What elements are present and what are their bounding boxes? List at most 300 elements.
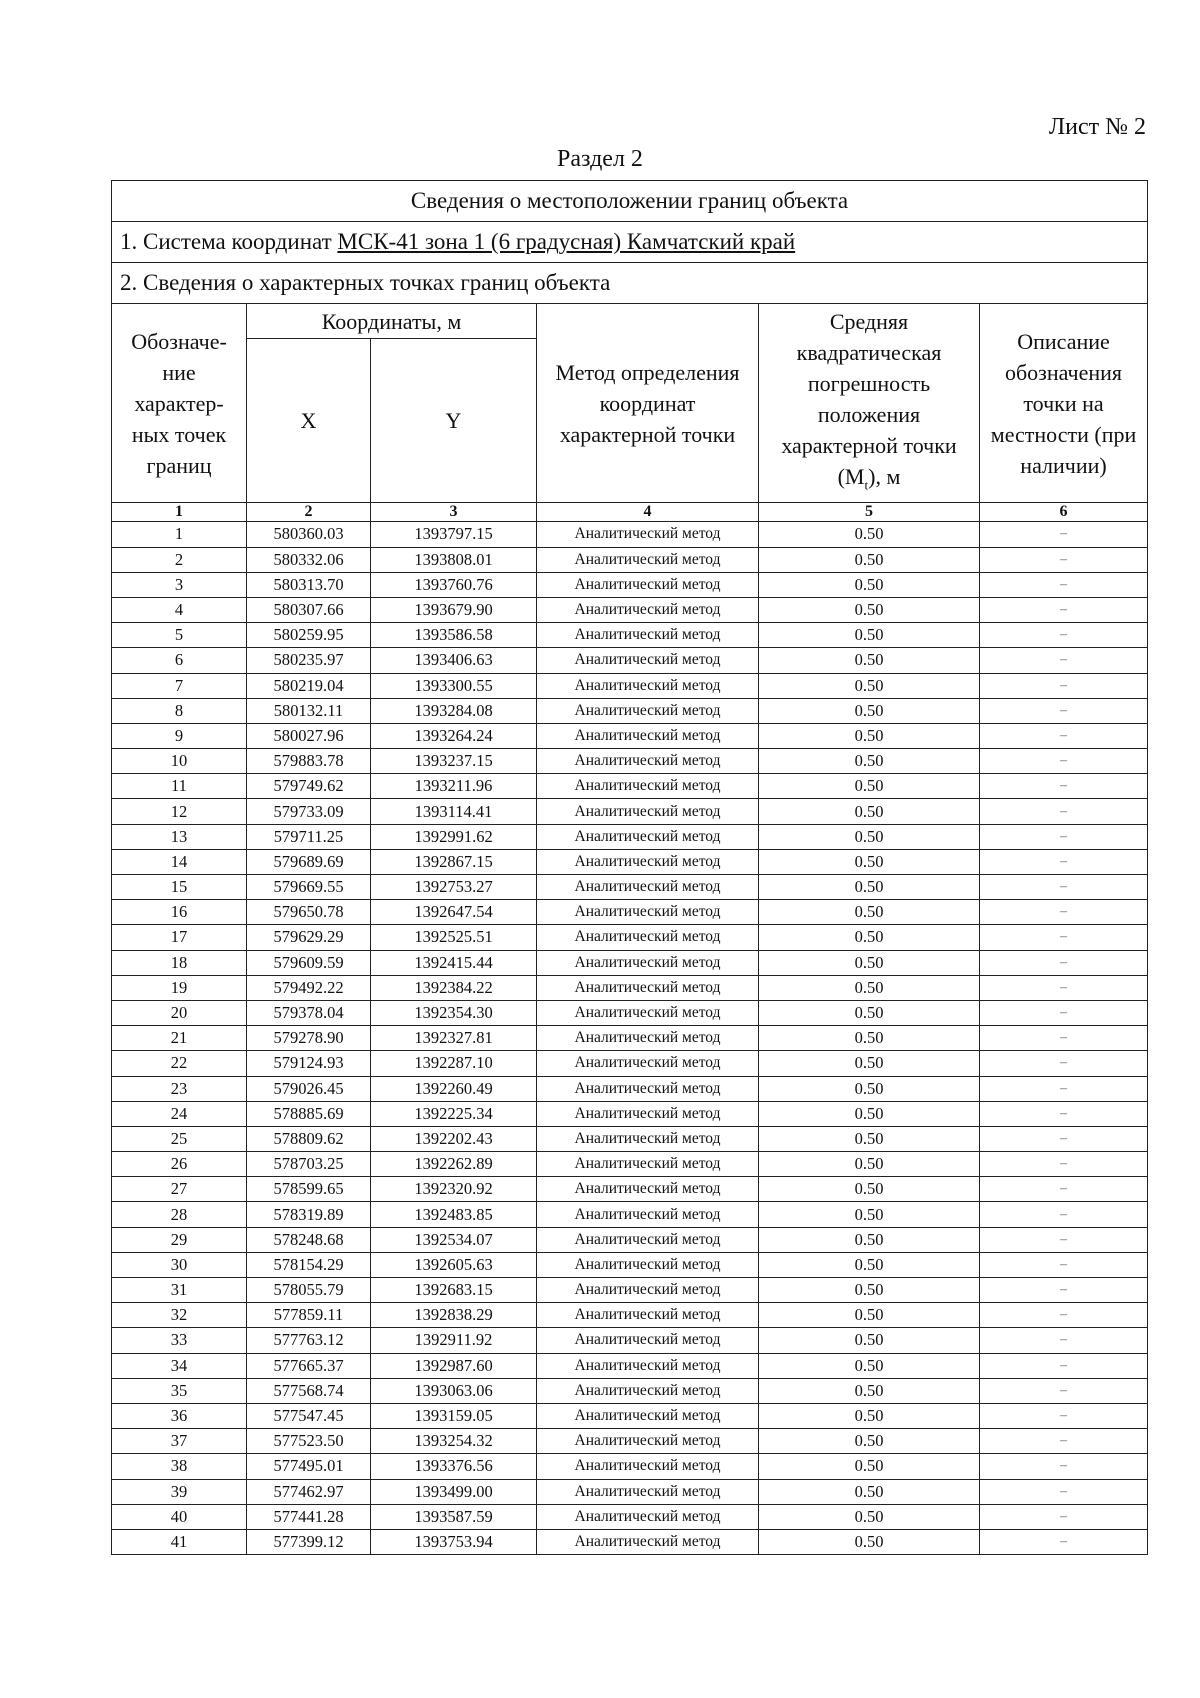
x-coordinate-cell: 579278.90 bbox=[247, 1026, 371, 1051]
y-coordinate-cell: 1392260.49 bbox=[371, 1076, 537, 1101]
column-number: 5 bbox=[759, 503, 980, 522]
x-coordinate-cell: 579711.25 bbox=[247, 824, 371, 849]
x-coordinate-cell: 579378.04 bbox=[247, 1000, 371, 1025]
error-cell: 0.50 bbox=[759, 1529, 980, 1554]
description-cell: – bbox=[980, 1479, 1148, 1504]
table-row bbox=[112, 1252, 1148, 1277]
point-number-cell: 26 bbox=[112, 1152, 247, 1177]
x-coordinate-cell: 577665.37 bbox=[247, 1353, 371, 1378]
method-cell: Аналитический метод bbox=[537, 572, 759, 597]
error-cell: 0.50 bbox=[759, 824, 980, 849]
x-coordinate-cell: 577462.97 bbox=[247, 1479, 371, 1504]
header-error bbox=[759, 304, 980, 503]
point-number-cell: 37 bbox=[112, 1429, 247, 1454]
error-cell: 0.50 bbox=[759, 547, 980, 572]
y-coordinate-cell: 1393284.08 bbox=[371, 698, 537, 723]
table-row bbox=[112, 673, 1148, 698]
x-coordinate-cell: 577495.01 bbox=[247, 1454, 371, 1479]
point-number-cell: 2 bbox=[112, 547, 247, 572]
error-cell: 0.50 bbox=[759, 900, 980, 925]
column-number: 3 bbox=[371, 503, 537, 522]
method-cell: Аналитический метод bbox=[537, 1000, 759, 1025]
error-cell: 0.50 bbox=[759, 1504, 980, 1529]
coord-system-prefix: 1. Система координат bbox=[120, 229, 332, 254]
y-coordinate-cell: 1393586.58 bbox=[371, 623, 537, 648]
x-coordinate-cell: 577523.50 bbox=[247, 1429, 371, 1454]
description-cell: – bbox=[980, 1504, 1148, 1529]
y-coordinate-cell: 1392991.62 bbox=[371, 824, 537, 849]
point-number-cell: 16 bbox=[112, 900, 247, 925]
y-coordinate-cell: 1392384.22 bbox=[371, 975, 537, 1000]
point-number-cell: 24 bbox=[112, 1101, 247, 1126]
point-number-cell: 7 bbox=[112, 673, 247, 698]
method-cell: Аналитический метод bbox=[537, 1328, 759, 1353]
y-coordinate-cell: 1393254.32 bbox=[371, 1429, 537, 1454]
method-cell: Аналитический метод bbox=[537, 1101, 759, 1126]
description-cell: – bbox=[980, 1076, 1148, 1101]
error-cell: 0.50 bbox=[759, 774, 980, 799]
description-cell: – bbox=[980, 648, 1148, 673]
error-cell: 0.50 bbox=[759, 799, 980, 824]
method-cell: Аналитический метод bbox=[537, 774, 759, 799]
error-cell: 0.50 bbox=[759, 1076, 980, 1101]
error-cell: 0.50 bbox=[759, 648, 980, 673]
error-cell: 0.50 bbox=[759, 875, 980, 900]
table-row bbox=[112, 1353, 1148, 1378]
error-cell: 0.50 bbox=[759, 572, 980, 597]
description-cell: – bbox=[980, 950, 1148, 975]
description-cell: – bbox=[980, 774, 1148, 799]
method-cell: Аналитический метод bbox=[537, 900, 759, 925]
description-cell: – bbox=[980, 1378, 1148, 1403]
coord-system-row bbox=[112, 222, 1148, 263]
table-row bbox=[112, 1026, 1148, 1051]
description-cell: – bbox=[980, 623, 1148, 648]
y-coordinate-cell: 1393499.00 bbox=[371, 1479, 537, 1504]
x-coordinate-cell: 580313.70 bbox=[247, 572, 371, 597]
description-cell: – bbox=[980, 1278, 1148, 1303]
x-coordinate-cell: 578154.29 bbox=[247, 1252, 371, 1277]
x-coordinate-cell: 579733.09 bbox=[247, 799, 371, 824]
method-cell: Аналитический метод bbox=[537, 1051, 759, 1076]
point-number-cell: 38 bbox=[112, 1454, 247, 1479]
x-coordinate-cell: 578809.62 bbox=[247, 1126, 371, 1151]
table-row bbox=[112, 774, 1148, 799]
point-number-cell: 29 bbox=[112, 1227, 247, 1252]
x-coordinate-cell: 578599.65 bbox=[247, 1177, 371, 1202]
y-coordinate-cell: 1393376.56 bbox=[371, 1454, 537, 1479]
point-number-cell: 15 bbox=[112, 875, 247, 900]
description-cell: – bbox=[980, 1026, 1148, 1051]
error-cell: 0.50 bbox=[759, 925, 980, 950]
method-cell: Аналитический метод bbox=[537, 1403, 759, 1428]
method-cell: Аналитический метод bbox=[537, 1227, 759, 1252]
y-coordinate-cell: 1393211.96 bbox=[371, 774, 537, 799]
point-number-cell: 21 bbox=[112, 1026, 247, 1051]
x-coordinate-cell: 580259.95 bbox=[247, 623, 371, 648]
method-cell: Аналитический метод bbox=[537, 975, 759, 1000]
y-coordinate-cell: 1392525.51 bbox=[371, 925, 537, 950]
method-cell: Аналитический метод bbox=[537, 749, 759, 774]
point-number-cell: 32 bbox=[112, 1303, 247, 1328]
point-number-cell: 41 bbox=[112, 1529, 247, 1554]
method-cell: Аналитический метод bbox=[537, 1076, 759, 1101]
y-coordinate-cell: 1392683.15 bbox=[371, 1278, 537, 1303]
error-cell: 0.50 bbox=[759, 1227, 980, 1252]
x-coordinate-cell: 578885.69 bbox=[247, 1101, 371, 1126]
error-cell: 0.50 bbox=[759, 698, 980, 723]
header-description: Описание обозначения точки на местности (при наличии) bbox=[980, 304, 1148, 503]
y-coordinate-cell: 1392415.44 bbox=[371, 950, 537, 975]
sheet-number: Лист № 2 bbox=[1048, 114, 1146, 140]
description-cell: – bbox=[980, 1000, 1148, 1025]
description-cell: – bbox=[980, 522, 1148, 547]
point-number-cell: 31 bbox=[112, 1278, 247, 1303]
method-cell: Аналитический метод bbox=[537, 1378, 759, 1403]
point-number-cell: 23 bbox=[112, 1076, 247, 1101]
method-cell: Аналитический метод bbox=[537, 1303, 759, 1328]
header-error-sub: t bbox=[864, 477, 869, 493]
y-coordinate-cell: 1392202.43 bbox=[371, 1126, 537, 1151]
x-coordinate-cell: 580360.03 bbox=[247, 522, 371, 547]
y-coordinate-cell: 1392483.85 bbox=[371, 1202, 537, 1227]
block-title: Сведения о местоположении границ объекта bbox=[112, 181, 1148, 222]
table-row bbox=[112, 1202, 1148, 1227]
table-row bbox=[112, 1000, 1148, 1025]
description-cell: – bbox=[980, 1429, 1148, 1454]
method-cell: Аналитический метод bbox=[537, 1454, 759, 1479]
table-row bbox=[112, 1126, 1148, 1151]
error-cell: 0.50 bbox=[759, 1252, 980, 1277]
x-coordinate-cell: 577547.45 bbox=[247, 1403, 371, 1428]
table-row bbox=[112, 875, 1148, 900]
table-row bbox=[112, 698, 1148, 723]
method-cell: Аналитический метод bbox=[537, 522, 759, 547]
point-number-cell: 3 bbox=[112, 572, 247, 597]
y-coordinate-cell: 1392225.34 bbox=[371, 1101, 537, 1126]
error-cell: 0.50 bbox=[759, 1152, 980, 1177]
y-coordinate-cell: 1393797.15 bbox=[371, 522, 537, 547]
y-coordinate-cell: 1393300.55 bbox=[371, 673, 537, 698]
point-number-cell: 33 bbox=[112, 1328, 247, 1353]
section-title: Раздел 2 bbox=[557, 146, 643, 172]
method-cell: Аналитический метод bbox=[537, 1202, 759, 1227]
method-cell: Аналитический метод bbox=[537, 875, 759, 900]
x-coordinate-cell: 578055.79 bbox=[247, 1278, 371, 1303]
y-coordinate-cell: 1393264.24 bbox=[371, 723, 537, 748]
description-cell: – bbox=[980, 1303, 1148, 1328]
description-cell: – bbox=[980, 1177, 1148, 1202]
point-number-cell: 9 bbox=[112, 723, 247, 748]
error-cell: 0.50 bbox=[759, 597, 980, 622]
table-row bbox=[112, 849, 1148, 874]
error-cell: 0.50 bbox=[759, 1328, 980, 1353]
x-coordinate-cell: 579883.78 bbox=[247, 749, 371, 774]
method-cell: Аналитический метод bbox=[537, 1152, 759, 1177]
point-number-cell: 40 bbox=[112, 1504, 247, 1529]
y-coordinate-cell: 1392911.92 bbox=[371, 1328, 537, 1353]
table-row bbox=[112, 1479, 1148, 1504]
table-row bbox=[112, 1328, 1148, 1353]
error-cell: 0.50 bbox=[759, 1278, 980, 1303]
x-coordinate-cell: 579124.93 bbox=[247, 1051, 371, 1076]
error-cell: 0.50 bbox=[759, 522, 980, 547]
x-coordinate-cell: 579689.69 bbox=[247, 849, 371, 874]
description-cell: – bbox=[980, 673, 1148, 698]
description-cell: – bbox=[980, 1353, 1148, 1378]
point-number-cell: 36 bbox=[112, 1403, 247, 1428]
x-coordinate-cell: 580235.97 bbox=[247, 648, 371, 673]
header-y: Y bbox=[371, 339, 537, 503]
table-row bbox=[112, 925, 1148, 950]
x-coordinate-cell: 577399.12 bbox=[247, 1529, 371, 1554]
point-number-cell: 20 bbox=[112, 1000, 247, 1025]
error-cell: 0.50 bbox=[759, 1454, 980, 1479]
table-row bbox=[112, 1529, 1148, 1554]
method-cell: Аналитический метод bbox=[537, 1479, 759, 1504]
y-coordinate-cell: 1393679.90 bbox=[371, 597, 537, 622]
y-coordinate-cell: 1393587.59 bbox=[371, 1504, 537, 1529]
table-row bbox=[112, 1403, 1148, 1428]
y-coordinate-cell: 1393237.15 bbox=[371, 749, 537, 774]
method-cell: Аналитический метод bbox=[537, 547, 759, 572]
y-coordinate-cell: 1392320.92 bbox=[371, 1177, 537, 1202]
point-number-cell: 10 bbox=[112, 749, 247, 774]
error-cell: 0.50 bbox=[759, 950, 980, 975]
error-cell: 0.50 bbox=[759, 749, 980, 774]
point-number-cell: 35 bbox=[112, 1378, 247, 1403]
table-row bbox=[112, 950, 1148, 975]
y-coordinate-cell: 1392534.07 bbox=[371, 1227, 537, 1252]
error-cell: 0.50 bbox=[759, 723, 980, 748]
points-title: 2. Сведения о характерных точках границ объекта bbox=[112, 263, 1148, 304]
table-row bbox=[112, 975, 1148, 1000]
header-coordinates: Координаты, м bbox=[247, 304, 537, 339]
table-row bbox=[112, 1227, 1148, 1252]
error-cell: 0.50 bbox=[759, 1378, 980, 1403]
x-coordinate-cell: 579026.45 bbox=[247, 1076, 371, 1101]
table-row bbox=[112, 1378, 1148, 1403]
description-cell: – bbox=[980, 547, 1148, 572]
header-designation: Обозначе-ние характер-ных точек границ bbox=[112, 304, 247, 503]
y-coordinate-cell: 1392838.29 bbox=[371, 1303, 537, 1328]
y-coordinate-cell: 1392605.63 bbox=[371, 1252, 537, 1277]
error-cell: 0.50 bbox=[759, 623, 980, 648]
table-row bbox=[112, 648, 1148, 673]
table-row bbox=[112, 1051, 1148, 1076]
x-coordinate-cell: 577763.12 bbox=[247, 1328, 371, 1353]
point-number-cell: 28 bbox=[112, 1202, 247, 1227]
method-cell: Аналитический метод bbox=[537, 597, 759, 622]
method-cell: Аналитический метод bbox=[537, 1429, 759, 1454]
point-number-cell: 4 bbox=[112, 597, 247, 622]
description-cell: – bbox=[980, 1328, 1148, 1353]
error-cell: 0.50 bbox=[759, 1026, 980, 1051]
table-row bbox=[112, 900, 1148, 925]
description-cell: – bbox=[980, 572, 1148, 597]
y-coordinate-cell: 1392647.54 bbox=[371, 900, 537, 925]
table-row bbox=[112, 1429, 1148, 1454]
description-cell: – bbox=[980, 1152, 1148, 1177]
x-coordinate-cell: 577859.11 bbox=[247, 1303, 371, 1328]
table-row bbox=[112, 597, 1148, 622]
y-coordinate-cell: 1392262.89 bbox=[371, 1152, 537, 1177]
x-coordinate-cell: 580027.96 bbox=[247, 723, 371, 748]
table-row bbox=[112, 1504, 1148, 1529]
error-cell: 0.50 bbox=[759, 1126, 980, 1151]
description-cell: – bbox=[980, 875, 1148, 900]
method-cell: Аналитический метод bbox=[537, 698, 759, 723]
header-error-main: Средняя квадратическая погрешность положения характерной точки (M bbox=[781, 309, 957, 489]
point-number-cell: 39 bbox=[112, 1479, 247, 1504]
table-row bbox=[112, 723, 1148, 748]
point-number-cell: 22 bbox=[112, 1051, 247, 1076]
boundary-points-table bbox=[111, 180, 1148, 1555]
y-coordinate-cell: 1393753.94 bbox=[371, 1529, 537, 1554]
error-cell: 0.50 bbox=[759, 1051, 980, 1076]
method-cell: Аналитический метод bbox=[537, 1126, 759, 1151]
y-coordinate-cell: 1392987.60 bbox=[371, 1353, 537, 1378]
table-row bbox=[112, 749, 1148, 774]
description-cell: – bbox=[980, 849, 1148, 874]
point-number-cell: 12 bbox=[112, 799, 247, 824]
table-row bbox=[112, 547, 1148, 572]
point-number-cell: 19 bbox=[112, 975, 247, 1000]
y-coordinate-cell: 1393760.76 bbox=[371, 572, 537, 597]
x-coordinate-cell: 579492.22 bbox=[247, 975, 371, 1000]
method-cell: Аналитический метод bbox=[537, 1353, 759, 1378]
header-method: Метод определения координат характерной точки bbox=[537, 304, 759, 503]
error-cell: 0.50 bbox=[759, 975, 980, 1000]
x-coordinate-cell: 577568.74 bbox=[247, 1378, 371, 1403]
description-cell: – bbox=[980, 824, 1148, 849]
description-cell: – bbox=[980, 1454, 1148, 1479]
y-coordinate-cell: 1393406.63 bbox=[371, 648, 537, 673]
method-cell: Аналитический метод bbox=[537, 723, 759, 748]
error-cell: 0.50 bbox=[759, 1353, 980, 1378]
x-coordinate-cell: 577441.28 bbox=[247, 1504, 371, 1529]
error-cell: 0.50 bbox=[759, 1177, 980, 1202]
table-row bbox=[112, 799, 1148, 824]
description-cell: – bbox=[980, 1051, 1148, 1076]
point-number-cell: 5 bbox=[112, 623, 247, 648]
x-coordinate-cell: 579609.59 bbox=[247, 950, 371, 975]
method-cell: Аналитический метод bbox=[537, 824, 759, 849]
description-cell: – bbox=[980, 1126, 1148, 1151]
table-row bbox=[112, 1076, 1148, 1101]
x-coordinate-cell: 579669.55 bbox=[247, 875, 371, 900]
error-cell: 0.50 bbox=[759, 1303, 980, 1328]
method-cell: Аналитический метод bbox=[537, 1504, 759, 1529]
x-coordinate-cell: 578248.68 bbox=[247, 1227, 371, 1252]
point-number-cell: 14 bbox=[112, 849, 247, 874]
y-coordinate-cell: 1393159.05 bbox=[371, 1403, 537, 1428]
error-cell: 0.50 bbox=[759, 673, 980, 698]
table-row bbox=[112, 1101, 1148, 1126]
y-coordinate-cell: 1393114.41 bbox=[371, 799, 537, 824]
method-cell: Аналитический метод bbox=[537, 1026, 759, 1051]
table-row bbox=[112, 824, 1148, 849]
description-cell: – bbox=[980, 698, 1148, 723]
y-coordinate-cell: 1393063.06 bbox=[371, 1378, 537, 1403]
point-number-cell: 34 bbox=[112, 1353, 247, 1378]
description-cell: – bbox=[980, 1529, 1148, 1554]
y-coordinate-cell: 1393808.01 bbox=[371, 547, 537, 572]
method-cell: Аналитический метод bbox=[537, 925, 759, 950]
method-cell: Аналитический метод bbox=[537, 623, 759, 648]
y-coordinate-cell: 1392287.10 bbox=[371, 1051, 537, 1076]
x-coordinate-cell: 578319.89 bbox=[247, 1202, 371, 1227]
error-cell: 0.50 bbox=[759, 1429, 980, 1454]
error-cell: 0.50 bbox=[759, 849, 980, 874]
point-number-cell: 27 bbox=[112, 1177, 247, 1202]
method-cell: Аналитический метод bbox=[537, 799, 759, 824]
column-number: 2 bbox=[247, 503, 371, 522]
table-row bbox=[112, 1152, 1148, 1177]
error-cell: 0.50 bbox=[759, 1403, 980, 1428]
description-cell: – bbox=[980, 900, 1148, 925]
header-error-tail: ), м bbox=[868, 464, 901, 489]
coord-system-value: МСК-41 зона 1 (6 градусная) Камчатский край bbox=[337, 229, 796, 254]
point-number-cell: 11 bbox=[112, 774, 247, 799]
x-coordinate-cell: 579629.29 bbox=[247, 925, 371, 950]
table-row bbox=[112, 1177, 1148, 1202]
point-number-cell: 30 bbox=[112, 1252, 247, 1277]
description-cell: – bbox=[980, 799, 1148, 824]
point-number-cell: 13 bbox=[112, 824, 247, 849]
description-cell: – bbox=[980, 1252, 1148, 1277]
description-cell: – bbox=[980, 1202, 1148, 1227]
table-row bbox=[112, 1278, 1148, 1303]
x-coordinate-cell: 578703.25 bbox=[247, 1152, 371, 1177]
method-cell: Аналитический метод bbox=[537, 673, 759, 698]
point-number-cell: 1 bbox=[112, 522, 247, 547]
error-cell: 0.50 bbox=[759, 1101, 980, 1126]
table-row bbox=[112, 1303, 1148, 1328]
y-coordinate-cell: 1392753.27 bbox=[371, 875, 537, 900]
error-cell: 0.50 bbox=[759, 1202, 980, 1227]
x-coordinate-cell: 579749.62 bbox=[247, 774, 371, 799]
table-row bbox=[112, 522, 1148, 547]
x-coordinate-cell: 579650.78 bbox=[247, 900, 371, 925]
error-cell: 0.50 bbox=[759, 1000, 980, 1025]
description-cell: – bbox=[980, 1227, 1148, 1252]
error-cell: 0.50 bbox=[759, 1479, 980, 1504]
method-cell: Аналитический метод bbox=[537, 849, 759, 874]
point-number-cell: 18 bbox=[112, 950, 247, 975]
y-coordinate-cell: 1392867.15 bbox=[371, 849, 537, 874]
x-coordinate-cell: 580332.06 bbox=[247, 547, 371, 572]
x-coordinate-cell: 580132.11 bbox=[247, 698, 371, 723]
column-number: 1 bbox=[112, 503, 247, 522]
x-coordinate-cell: 580307.66 bbox=[247, 597, 371, 622]
description-cell: – bbox=[980, 1403, 1148, 1428]
column-number-row bbox=[112, 503, 1148, 522]
point-number-cell: 6 bbox=[112, 648, 247, 673]
description-cell: – bbox=[980, 975, 1148, 1000]
description-cell: – bbox=[980, 1101, 1148, 1126]
description-cell: – bbox=[980, 723, 1148, 748]
method-cell: Аналитический метод bbox=[537, 648, 759, 673]
description-cell: – bbox=[980, 925, 1148, 950]
x-coordinate-cell: 580219.04 bbox=[247, 673, 371, 698]
method-cell: Аналитический метод bbox=[537, 1278, 759, 1303]
method-cell: Аналитический метод bbox=[537, 1252, 759, 1277]
table-row bbox=[112, 572, 1148, 597]
method-cell: Аналитический метод bbox=[537, 1529, 759, 1554]
point-number-cell: 8 bbox=[112, 698, 247, 723]
y-coordinate-cell: 1392354.30 bbox=[371, 1000, 537, 1025]
